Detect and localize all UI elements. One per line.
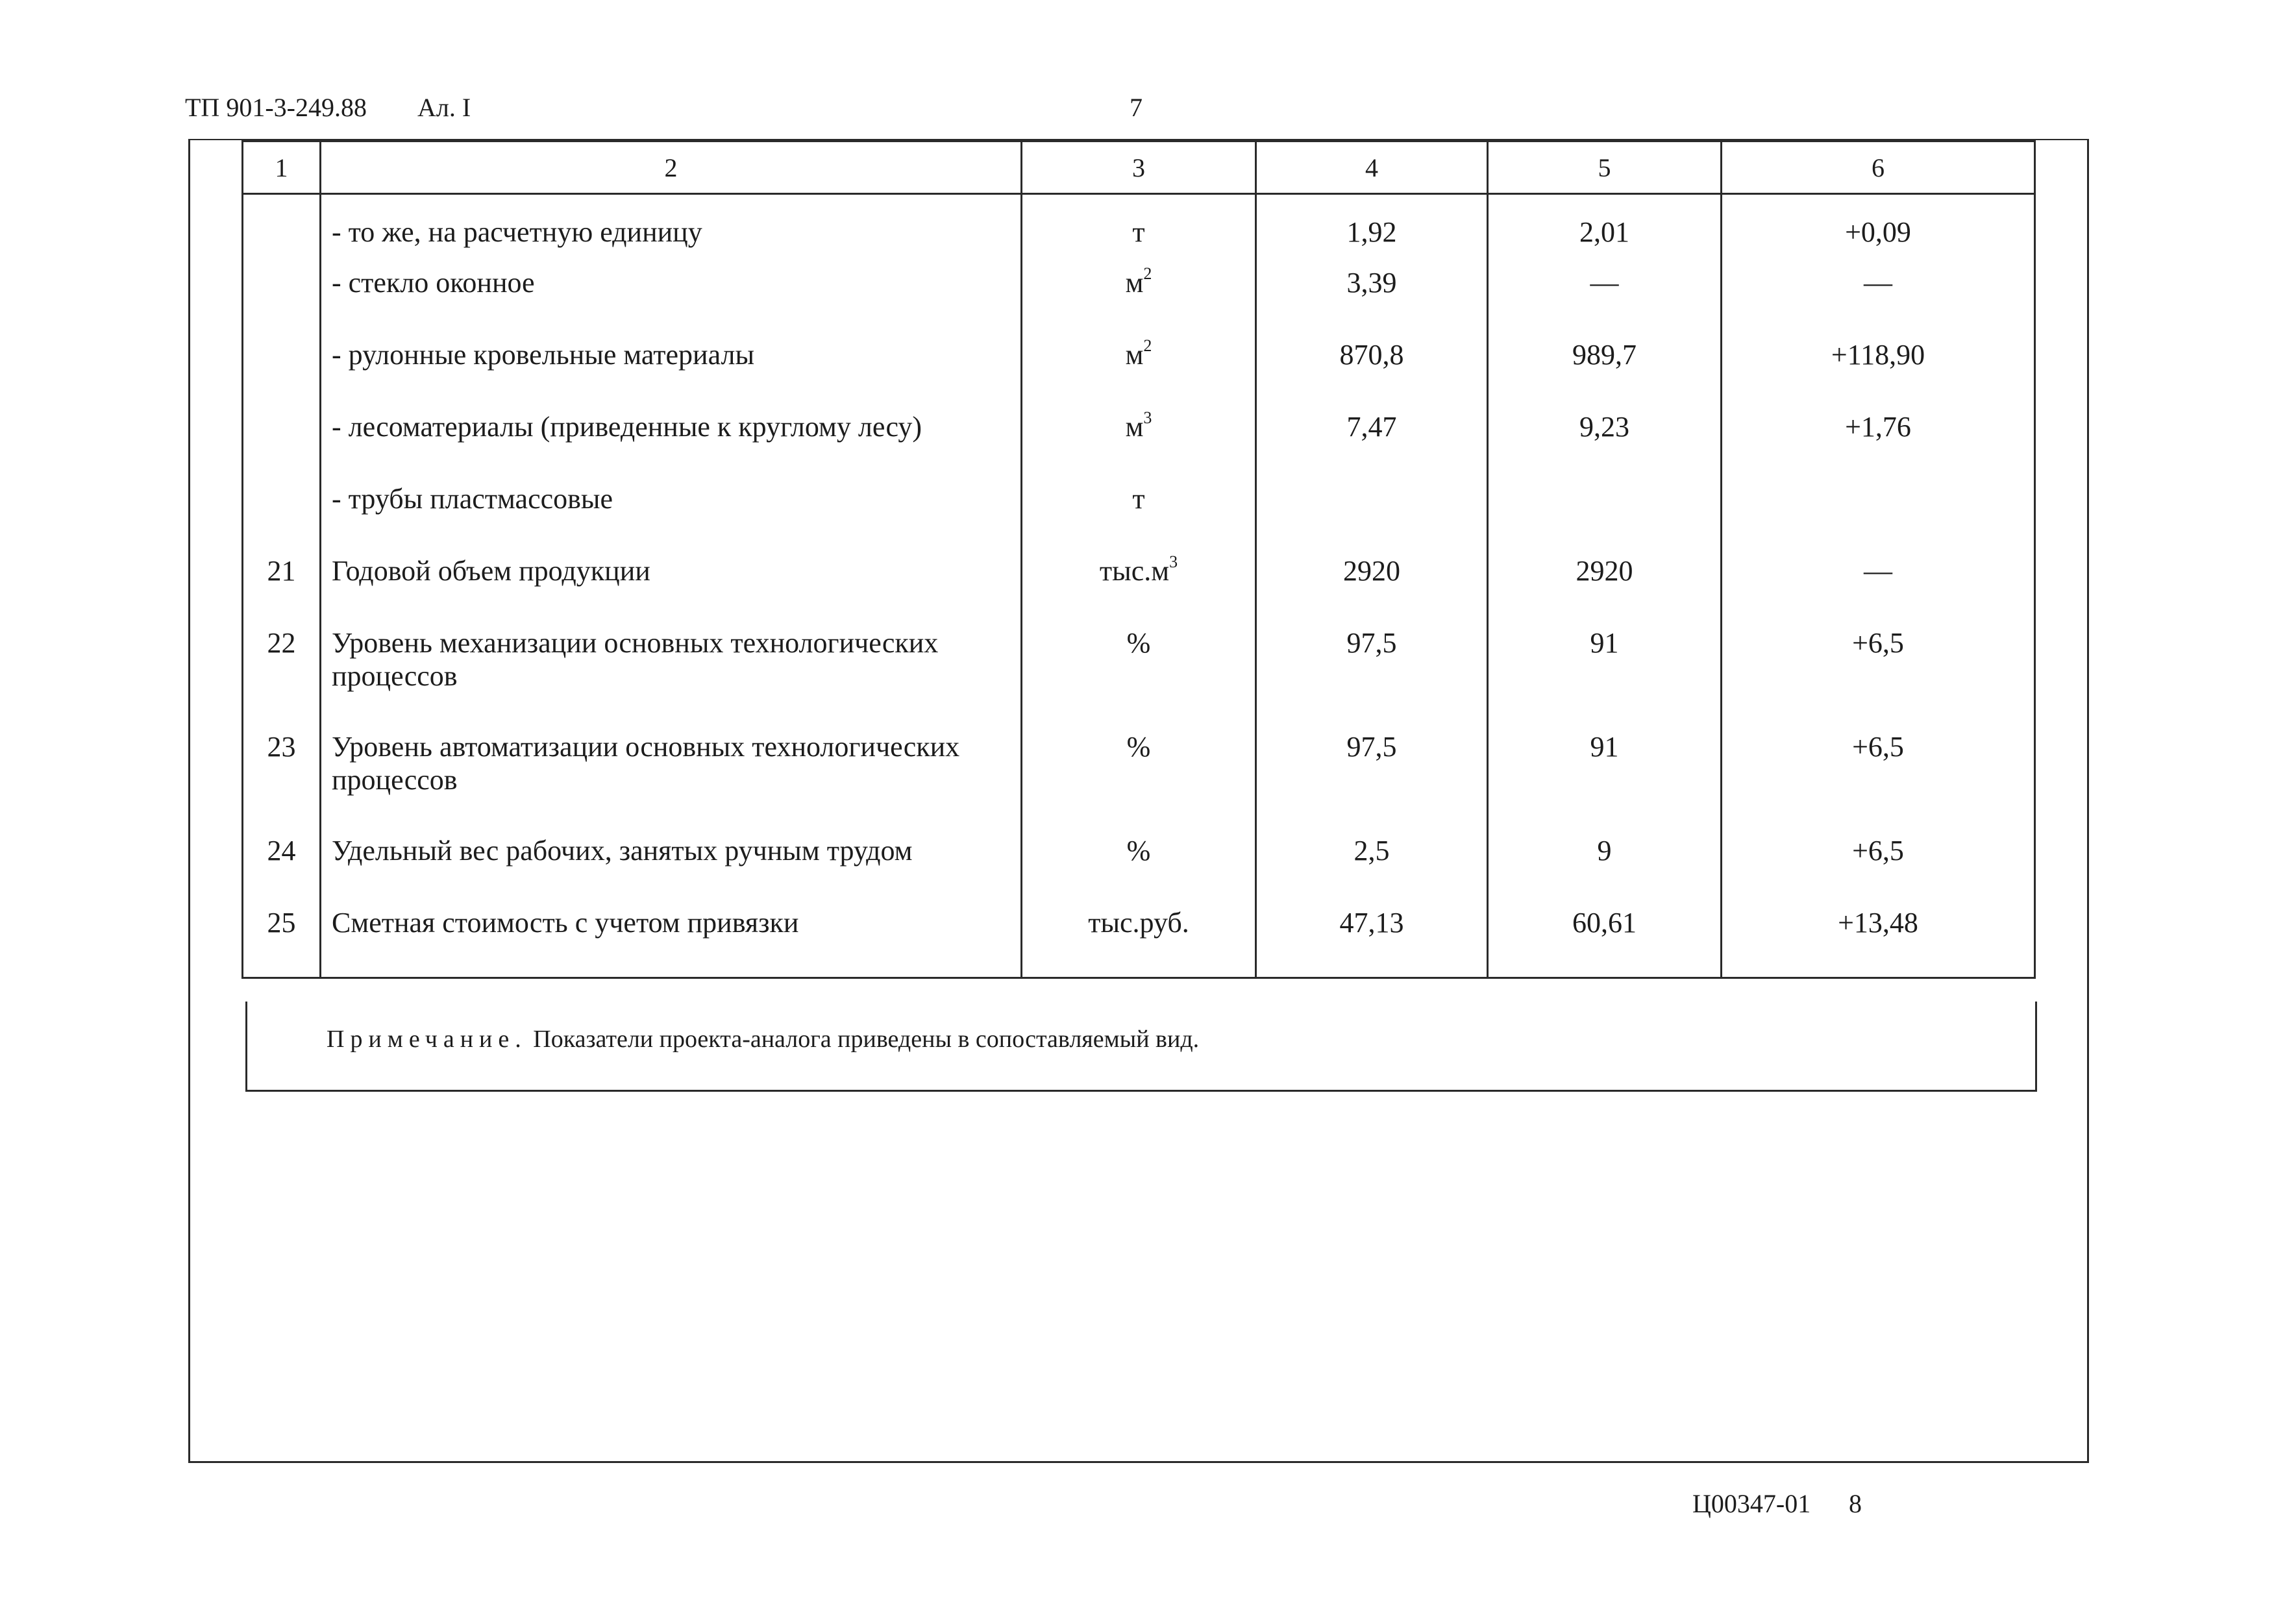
column-number: 6 <box>1722 141 2035 194</box>
unit-exponent: 2 <box>1143 264 1152 283</box>
project-value <box>1256 482 1488 554</box>
project-value: 1,92 <box>1256 194 1488 266</box>
column-numbers-row <box>243 141 2035 194</box>
indicator-name: Годовой объем продукции <box>321 554 1022 626</box>
table-row <box>243 338 2035 410</box>
footer-code: Ц00347-01 <box>1692 1489 1811 1518</box>
row-number <box>243 194 321 266</box>
unit-cell: $м^3$ <box>1022 410 1256 482</box>
project-value: 2920 <box>1256 554 1488 626</box>
analog-value: 60,61 <box>1488 906 1722 978</box>
table-row <box>243 554 2035 626</box>
analog-value: 9 <box>1488 834 1722 906</box>
column-number: 5 <box>1488 141 1722 194</box>
analog-value: 2,01 <box>1488 194 1722 266</box>
difference-value <box>1722 482 2035 554</box>
sheet-number: 8 <box>1849 1489 1862 1518</box>
note-box <box>245 1002 2037 1092</box>
column-number: 2 <box>321 141 1022 194</box>
project-value: 3,39 <box>1256 266 1488 338</box>
indicator-name: - трубы пластмассовые <box>321 482 1022 554</box>
unit-exponent: 3 <box>1169 552 1178 571</box>
analog-value: 91 <box>1488 626 1722 730</box>
page-number: 7 <box>1130 93 1143 122</box>
table-row <box>243 266 2035 338</box>
analog-value <box>1488 482 1722 554</box>
unit-cell: $м^2$ <box>1022 338 1256 410</box>
table-row <box>243 482 2035 554</box>
row-number <box>243 410 321 482</box>
difference-value: +0,09 <box>1722 194 2035 266</box>
row-number: 23 <box>243 730 321 834</box>
column-number: 4 <box>1256 141 1488 194</box>
unit-exponent: 2 <box>1143 336 1152 355</box>
album-label: Ал. I <box>417 93 471 122</box>
unit-cell: т <box>1022 194 1256 266</box>
analog-value: 91 <box>1488 730 1722 834</box>
indicator-name: - лесоматериалы (приведенные к круглому лесу) <box>321 410 1022 482</box>
project-value: 870,8 <box>1256 338 1488 410</box>
row-number: 24 <box>243 834 321 906</box>
row-number: 21 <box>243 554 321 626</box>
difference-value: +6,5 <box>1722 626 2035 730</box>
unit-cell: тыс.руб. <box>1022 906 1256 978</box>
column-number: 3 <box>1022 141 1256 194</box>
indicator-name: Уровень автоматизации основных технологических процессов <box>321 730 1022 834</box>
table-row <box>243 906 2035 978</box>
project-value: 97,5 <box>1256 730 1488 834</box>
indicator-name: Сметная стоимость с учетом привязки <box>321 906 1022 978</box>
table-row <box>243 194 2035 266</box>
note-label: Примечание. <box>327 1026 527 1053</box>
unit-exponent: 3 <box>1143 408 1152 427</box>
difference-value: — <box>1722 266 2035 338</box>
indicator-name: Уровень механизации основных технологических процессов <box>321 626 1022 730</box>
row-number: 22 <box>243 626 321 730</box>
table-row <box>243 730 2035 834</box>
unit-cell: $м^2$ <box>1022 266 1256 338</box>
table-row <box>243 410 2035 482</box>
row-number: 25 <box>243 906 321 978</box>
indicator-name: - то же, на расчетную единицу <box>321 194 1022 266</box>
analog-value: — <box>1488 266 1722 338</box>
unit-cell: % <box>1022 730 1256 834</box>
difference-value: +1,76 <box>1722 410 2035 482</box>
difference-value: +6,5 <box>1722 834 2035 906</box>
indicators-table <box>241 140 2036 979</box>
project-value: 7,47 <box>1256 410 1488 482</box>
note-text: Показатели проекта-аналога приведены в сопоставляемый вид. <box>526 1026 1200 1053</box>
unit-cell: $тыс.м^3$ <box>1022 554 1256 626</box>
unit-cell: % <box>1022 834 1256 906</box>
difference-value: +118,90 <box>1722 338 2035 410</box>
analog-value: 9,23 <box>1488 410 1722 482</box>
difference-value: +6,5 <box>1722 730 2035 834</box>
table-row <box>243 834 2035 906</box>
row-number <box>243 338 321 410</box>
document-code: ТП 901-3-249.88 <box>185 93 367 122</box>
indicator-name: - рулонные кровельные материалы <box>321 338 1022 410</box>
difference-value: +13,48 <box>1722 906 2035 978</box>
row-number <box>243 482 321 554</box>
project-value: 97,5 <box>1256 626 1488 730</box>
column-number: 1 <box>243 141 321 194</box>
difference-value: — <box>1722 554 2035 626</box>
project-value: 2,5 <box>1256 834 1488 906</box>
indicator-name: Удельный вес рабочих, занятых ручным трудом <box>321 834 1022 906</box>
unit-cell: т <box>1022 482 1256 554</box>
unit-cell: % <box>1022 626 1256 730</box>
row-number <box>243 266 321 338</box>
analog-value: 2920 <box>1488 554 1722 626</box>
project-value: 47,13 <box>1256 906 1488 978</box>
indicator-name: - стекло оконное <box>321 266 1022 338</box>
table-row <box>243 626 2035 730</box>
analog-value: 989,7 <box>1488 338 1722 410</box>
